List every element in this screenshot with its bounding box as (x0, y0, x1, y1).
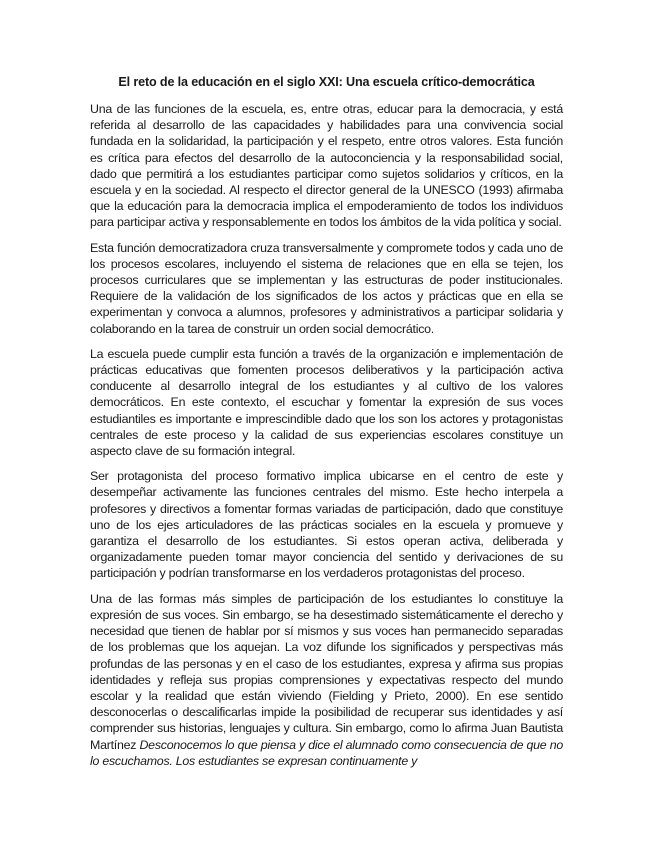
paragraph-student-voices (90, 591, 563, 769)
quote-italic: Desconocemos lo que piensa y dice el alumnado como consecuencia de que no lo escuchamos. Los estudiantes se expresan continuamente y (90, 737, 563, 768)
paragraph-student-protagonist: Ser protagonista del proceso formativo implica ubicarse en el centro de este y desempeñar activamente las funciones centrales del mismo. Este hecho interpela a profesores y directivos a fomentar formas variadas de participación, dado que constituye uno de los ejes articuladores de las prácticas sociales en la escuela y promueve y garantiza el desarrollo de los estudiantes. Si estos operan activa, deliberada y organizadamente pueden tomar mayor conciencia del sentido y derivaciones de su participación y podrían transformarse en los verdaderos protagonistas del proceso. (90, 469, 563, 581)
document-title: El reto de la educación en el siglo XXI: Una escuela crítico-democrática (118, 75, 535, 89)
paragraph-student-voices-text: Una de las formas más simples de participación de los estudiantes lo constituye la expresión de sus voces. Sin embargo, se ha desestimado sistemáticamente el derecho y necesidad que tienen de hablar por sí mismos y sus voces han permanecido separadas de los problemas que los aquejan. La voz difunde los significados y perspectivas más profundas de las personas y en el caso de los estudiantes, expresa y afirma sus propias identidades y refleja sus propias comprensiones y expectativas respecto del mundo escolar y la realidad que están viviendo (Fielding y Prieto, 2000). En ese sentido desconocerlas o descalificarlas impide la posibilidad de recuperar sus identidades y así comprender sus historias, lenguajes y cultura. Sin embargo, como lo afirma Juan Bautista Martínez (90, 591, 563, 752)
paragraph-democratizing-function: Esta función democratizadora cruza transversalmente y compromete todos y cada uno de los procesos escolares, incluyendo el sistema de relaciones que en ella se tejen, los procesos curriculares que se implementan y las estructuras de poder institucionales. Requiere de la validación de los significados de los actos y prácticas que en ella se experimentan y convoca a alumnos, profesores y administrativos a participar solidaria y colaborando en la tarea de construir un orden social democrático. (90, 240, 563, 336)
paragraph-school-practices: La escuela puede cumplir esta función a través de la organización e implementación de prácticas educativas que fomenten procesos deliberativos y la participación activa conducente al desarrollo integral de los estudiantes y al cultivo de los valores democráticos. En este contexto, el escuchar y fomentar la expresión de sus voces estudiantiles es importante e imprescindible dado que los son los actores y protagonistas centrales de este proceso y la calidad de sus experiencias escolares constituye un aspecto clave de su formación integral. (90, 346, 563, 459)
paragraph-democracy-education: Una de las funciones de la escuela, es, entre otras, educar para la democracia, y está referida al desarrollo de las capacidades y habilidades para una convivencia social fundada en la solidaridad, la participación y el respeto, entre otros valores. Esta función es crítica para efectos del desarrollo de la autoconciencia y la responsabilidad social, dado que permitirá a los estudiantes participar como sujetos solidarios y críticos, en la escuela y en la sociedad. Al respecto el director general de la UNESCO (1993) afirmaba que la educación para la democracia implica el empoderamiento de todos los individuos para participar activa y responsablemente en todos los ámbitos de la vida política y social. (90, 102, 563, 230)
